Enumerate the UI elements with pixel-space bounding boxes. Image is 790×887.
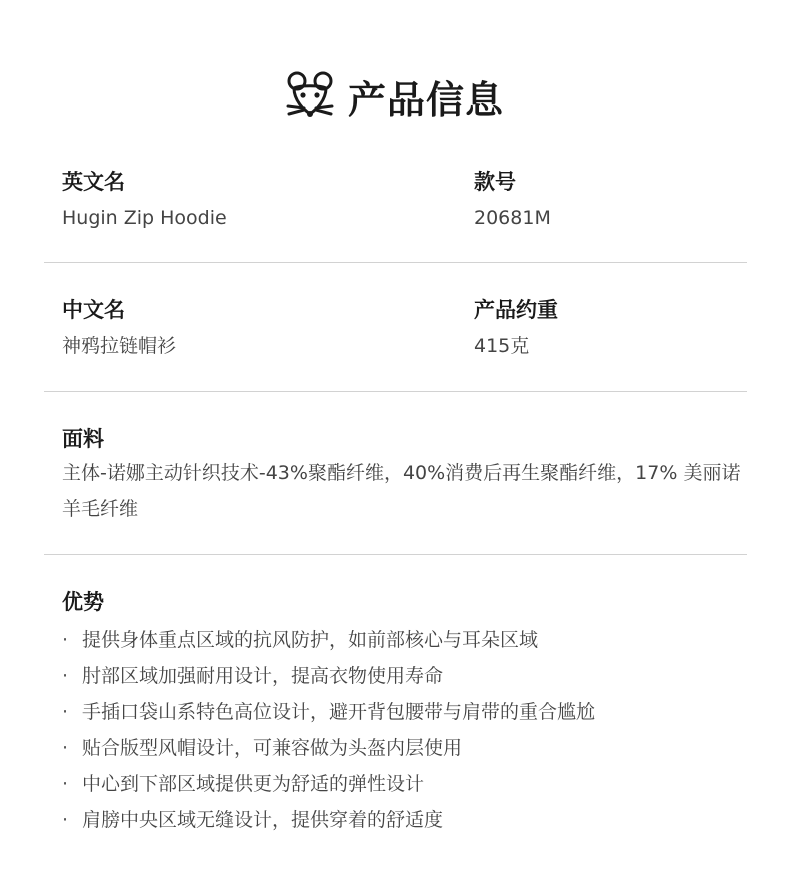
bullet: · [62,809,69,831]
english-name-value: Hugin Zip Hoodie [62,207,227,229]
list-item [62,766,595,802]
fabric-label: 面料 [62,427,104,451]
bullet: · [62,737,69,759]
advantage-text: 肩膀中央区域无缝设计，提供穿着的舒适度 [82,809,444,831]
english-name-field [62,168,227,232]
list-item [62,658,595,694]
list-item [62,622,595,658]
advantage-text: 手插口袋山系特色高位设计，避开背包腰带与肩带的重合尴尬 [82,701,596,723]
page-title: 产品信息 [347,77,504,122]
bullet: · [62,665,69,687]
divider [44,262,747,263]
bullet: · [62,773,69,795]
advantages-list [62,622,595,838]
chinese-name-label: 中文名 [62,298,125,322]
fabric-field [62,425,742,527]
advantage-text: 中心到下部区域提供更为舒适的弹性设计 [82,773,425,795]
list-item [62,730,595,766]
list-item [62,802,595,838]
list-item [62,694,595,730]
advantages-label: 优势 [62,590,104,614]
weight-field [474,296,558,360]
advantages-section [62,588,595,838]
weight-label: 产品约重 [474,298,558,322]
style-number-label: 款号 [474,170,516,194]
divider [44,554,747,555]
advantage-text: 贴合版型风帽设计，可兼容做为头盔内层使用 [82,737,463,759]
bullet: · [62,701,69,723]
page-header [0,68,790,124]
weight-value: 415克 [474,335,530,357]
style-number-value: 20681M [474,207,551,229]
style-number-field [474,168,551,232]
english-name-label: 英文名 [62,170,125,194]
bullet: · [62,629,69,651]
advantage-text: 肘部区域加强耐用设计，提高衣物使用寿命 [82,665,444,687]
divider [44,391,747,392]
fabric-value: 主体-诺娜主动针织技术-43%聚酯纤维，40%消费后再生聚酯纤维，17% 美丽诺羊毛纤维 [62,462,741,520]
advantage-text: 提供身体重点区域的抗风防护，如前部核心与耳朵区域 [82,629,539,651]
chinese-name-field [62,296,176,360]
chinese-name-value: 神鸦拉链帽衫 [62,335,177,357]
mouse-icon [286,70,334,122]
